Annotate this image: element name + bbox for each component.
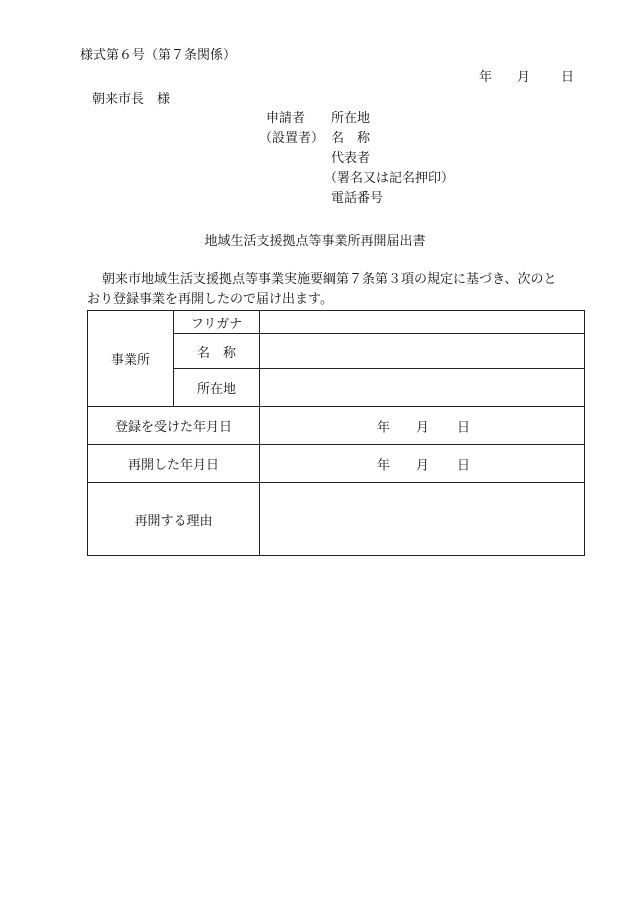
resumption-date-label: 再開した年月日	[88, 445, 260, 483]
furigana-field[interactable]	[260, 311, 585, 334]
document-title: 地域生活支援拠点等事業所再開届出書	[204, 234, 426, 249]
applicant-seal-note: （署名又は記名押印）	[324, 171, 455, 186]
applicant-address-label: 所在地	[331, 111, 371, 126]
header-date	[470, 70, 580, 86]
furigana-label: フリガナ	[174, 311, 260, 334]
registration-date-month: 月	[416, 420, 430, 435]
reason-label: 再開する理由	[88, 483, 260, 556]
office-label: 事業所	[88, 311, 174, 407]
reason-field[interactable]	[260, 483, 585, 556]
office-address-field[interactable]	[260, 369, 585, 407]
applicant-role-sub-label: （設置者）	[259, 131, 325, 146]
header-date-day: 日	[561, 70, 575, 85]
registration-date-year: 年	[377, 420, 391, 435]
applicant-phone-label: 電話番号	[331, 191, 384, 206]
body-text-line-2: おり登録事業を再開したので届け出ます。	[87, 292, 333, 307]
registration-date-field[interactable]	[260, 407, 585, 445]
addressee: 朝来市長 様	[92, 92, 171, 107]
resumption-date-field[interactable]	[260, 445, 585, 483]
office-name-field[interactable]	[260, 334, 585, 369]
applicant-name-label: 名 称	[331, 131, 371, 146]
resumption-date-month: 月	[416, 458, 430, 473]
office-address-label: 所在地	[174, 369, 260, 407]
resumption-date-year: 年	[377, 458, 391, 473]
header-date-month: 月	[517, 70, 531, 85]
registration-date-label: 登録を受けた年月日	[88, 407, 260, 445]
applicant-representative-label: 代表者	[331, 151, 371, 166]
applicant-role-label: 申請者	[266, 111, 306, 126]
form-number: 様式第６号（第７条関係）	[80, 48, 237, 63]
header-date-year: 年	[479, 70, 493, 85]
registration-date-day: 日	[457, 420, 471, 435]
office-name-label: 名 称	[174, 334, 260, 369]
body-text-line-1: 朝来市地域生活支援拠点等事業実施要綱第７条第３項の規定に基づき、次のと	[102, 272, 557, 287]
resumption-form-table	[87, 310, 585, 556]
resumption-date-day: 日	[457, 458, 471, 473]
